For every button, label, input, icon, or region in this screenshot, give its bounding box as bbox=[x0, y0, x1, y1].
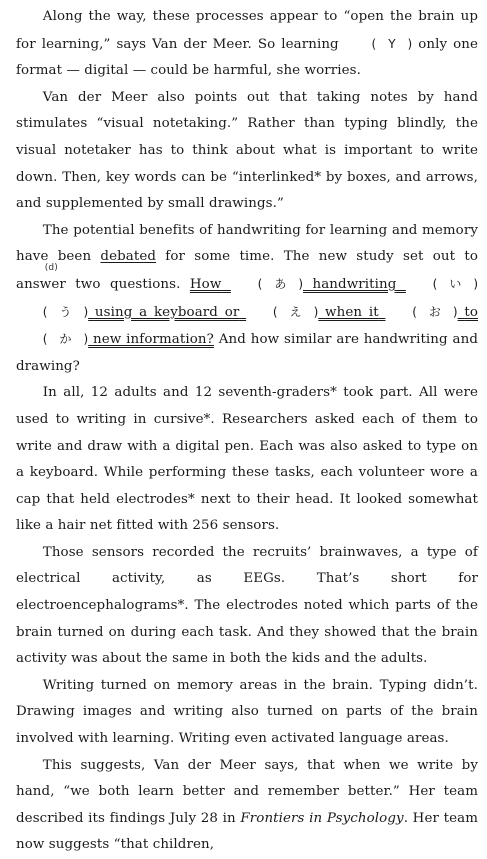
document-page bbox=[16, 4, 478, 859]
paragraph-6: Writing turned on memory areas in the brain. Typing didn’t. Drawing images and writing also turned on parts of the brain involved with learning. Writing even activated language areas. bbox=[16, 677, 478, 747]
blank-y: ( Y ) bbox=[371, 36, 413, 51]
marker-d: (d) bbox=[44, 262, 58, 273]
blank-o: ( お ) bbox=[412, 304, 458, 319]
paragraph-3-text-c: And how similar are handwriting and drawing? bbox=[16, 332, 479, 374]
paragraph-4: In all, 12 adults and 12 seventh-graders* took part. All were used to writing in cursive*. Researchers asked each of them to write and draw with a digital pen. Each was also asked to type on a keyboard. While performing these tasks, each volunteer wore a cap that held electrodes* next to their head. It looked somewhat like a hair net fitted with 256 sensors. bbox=[16, 385, 478, 534]
paragraph-7 bbox=[16, 753, 478, 859]
question-text-handwriting: handwriting bbox=[312, 276, 397, 292]
blank-e: ( え ) bbox=[272, 304, 319, 319]
paragraph-5: Those sensors recorded the recruits’ brainwaves, a type of electrical activity, as EEGs. That’s short for electroencephalograms*. The electrodes noted which parts of the brain turned on during each task. And they showed that the brain activity was about the same in both the kids and the adults. bbox=[16, 544, 478, 667]
journal-title: Frontiers in Psychology bbox=[240, 810, 404, 826]
paragraph-7-text-a: This suggests, Van der Meer says, that when we write by hand, “we both learn better and remember better.” Her team described its findings July 28 in bbox=[16, 757, 478, 826]
paragraph-2: Van der Meer also points out that taking notes by hand stimulates “visual notetaking.” Rather than typing blindly, the visual notetaker has to think about what is important to write down. Then, key words can be “interlinked* by boxes, and arrows, and supplemented by small drawings.” bbox=[16, 89, 478, 212]
question-text-to: to bbox=[464, 304, 479, 320]
paragraph-1-text-b: only one format — digital — could be harmful, she worries. bbox=[16, 36, 479, 79]
paragraph-1-text-a: Along the way, these processes appear to “open the brain up for learning,” says Van der Meer. So learning bbox=[16, 9, 478, 52]
question-text-how: How bbox=[189, 276, 222, 292]
blank-u: ( う ) bbox=[42, 304, 89, 319]
paragraph-3-text-a: The potential benefits of handwriting for learning and memory have been bbox=[16, 222, 478, 265]
question-text-when-it: when it bbox=[325, 304, 379, 320]
blank-ka: ( か ) bbox=[42, 332, 89, 347]
paragraph-7-text-b: . Her team now suggests “that children, bbox=[16, 810, 479, 853]
blank-a: ( あ ) bbox=[257, 276, 304, 291]
question-text-keyboard: using a keyboard or bbox=[94, 304, 240, 320]
blank-i: ( い ) bbox=[432, 276, 479, 291]
paragraph-3 bbox=[16, 218, 478, 381]
paragraph-1 bbox=[16, 4, 478, 85]
paragraph-3-text-b: for some time. The new study set out to answer two questions. bbox=[16, 249, 478, 292]
underlined-debated: debated bbox=[100, 249, 157, 265]
question-text-new-information: new information? bbox=[93, 332, 214, 348]
